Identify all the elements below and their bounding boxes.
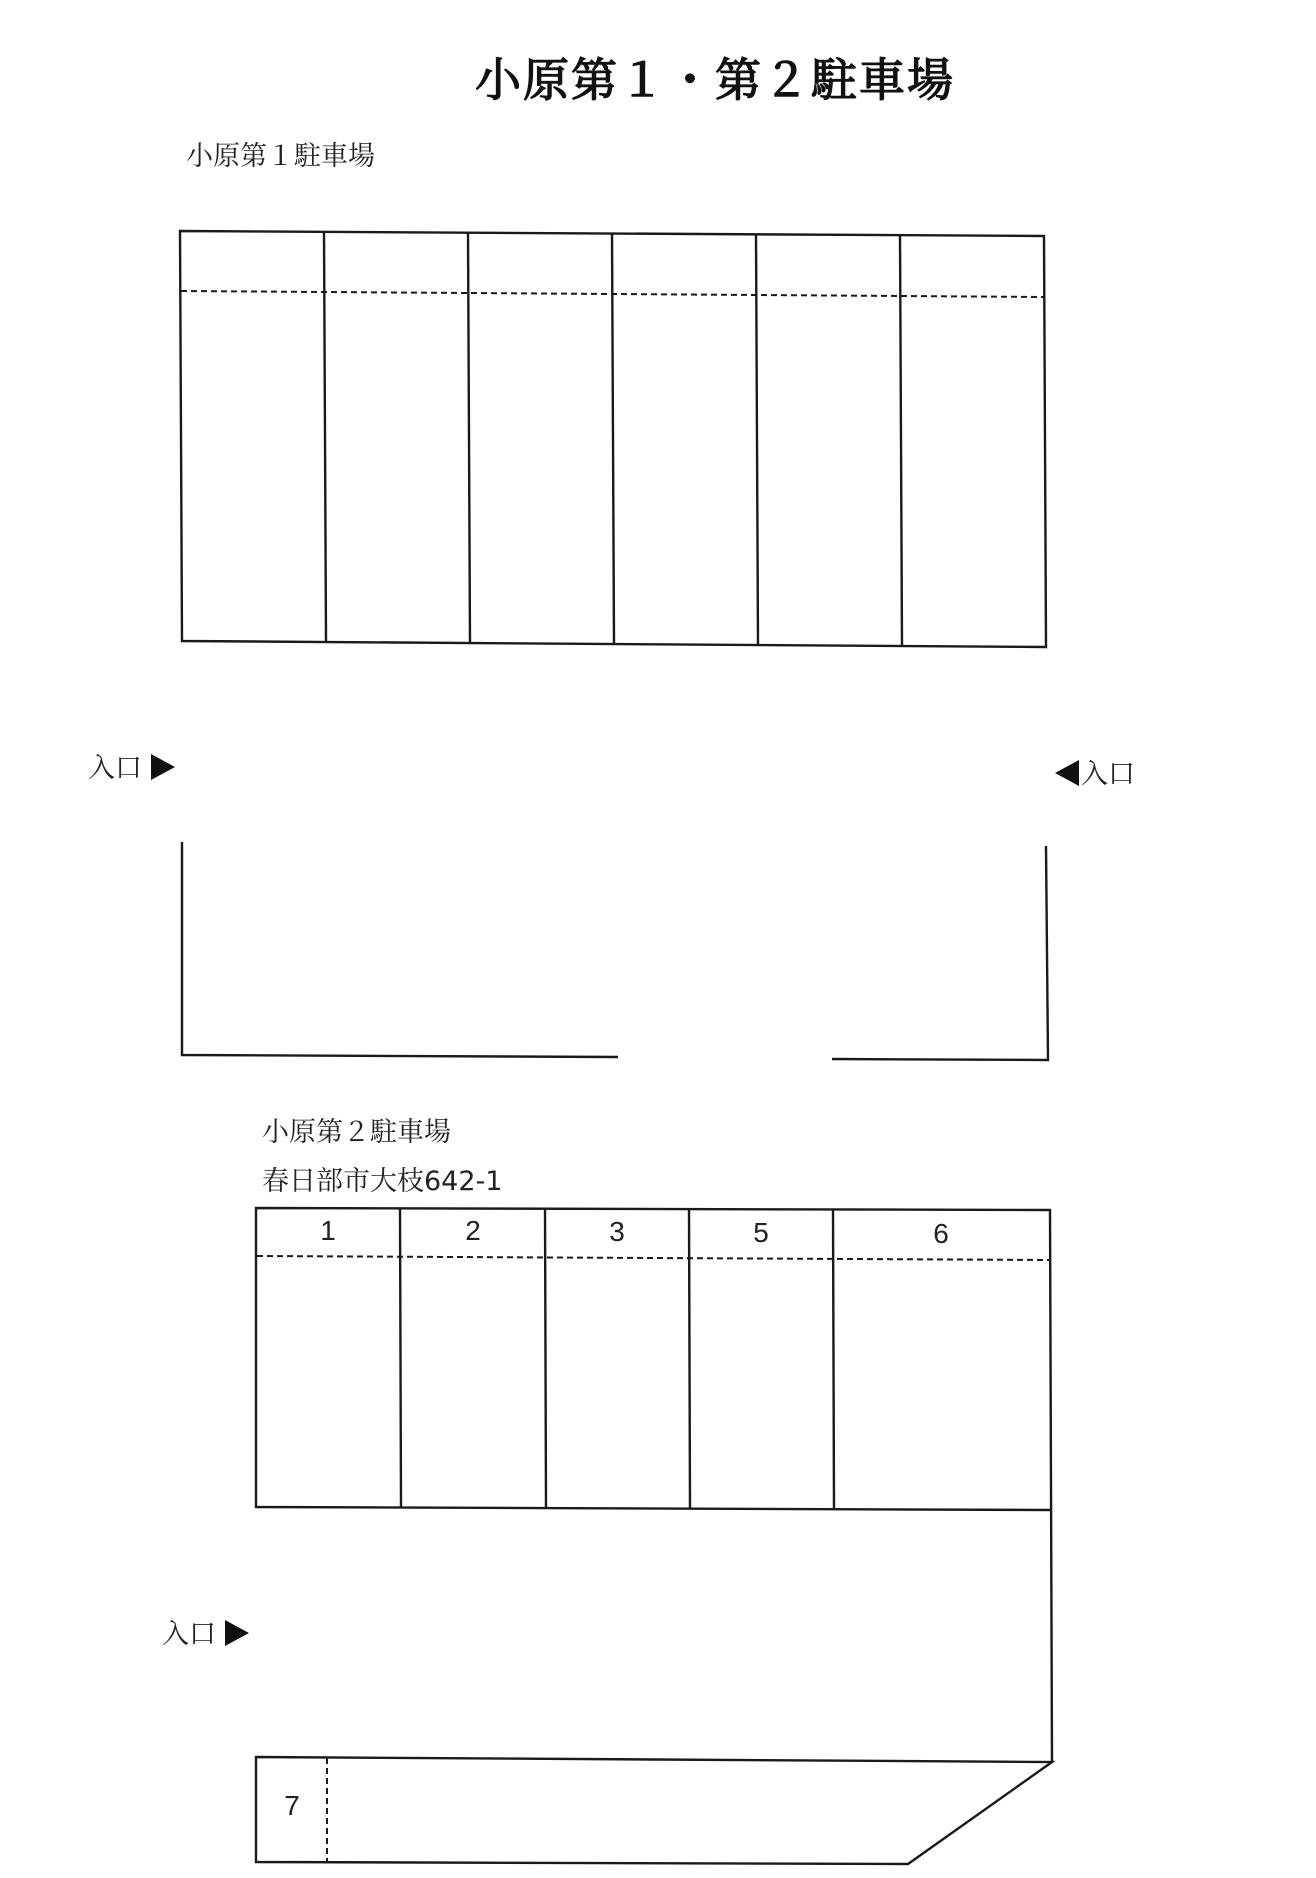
lot2-entrance [162,1619,249,1650]
lot1-entrance-left [88,753,175,784]
arrow-right-icon [225,1620,249,1646]
lot1-space-divider [324,232,326,642]
space-number: 7 [284,1790,300,1821]
lot1-space-divider [612,234,614,644]
arrow-right-icon [151,754,175,780]
entrance-label: 入口 [162,1619,216,1650]
lot1-grid [180,231,1046,647]
space-number: 3 [609,1216,625,1247]
lot1-entrance-right [1055,759,1135,790]
entrance-label: 入口 [1081,759,1135,790]
lot1-space-divider [468,233,470,643]
lot2-grid [256,1208,1052,1762]
entrance-label: 入口 [88,753,142,784]
lot2-space-divider [545,1208,546,1508]
lot2-dashed-line [257,1256,1050,1260]
space-number: 2 [465,1215,481,1246]
lot2-name: 小原第２駐車場 [262,1117,451,1148]
lot1-lower-wall-right [832,846,1048,1060]
space-number: 6 [933,1218,949,1249]
space-number: 5 [753,1217,769,1248]
lot2-space-divider [400,1208,401,1507]
arrow-left-icon [1055,760,1079,786]
lot1-lower-wall-left [182,842,618,1057]
bottom-space-outline [256,1757,1052,1864]
lot2-space-divider [689,1209,690,1508]
lot2-space-divider [833,1209,834,1509]
lot1-name: 小原第１駐車場 [186,141,375,172]
lot2-address: 春日部市大枝642-1 [262,1166,503,1197]
lot1-space-divider [756,235,758,645]
lot2-bottom-space [256,1757,1052,1864]
page-title: 小原第１・第２駐車場 [475,53,955,107]
space-number: 1 [320,1215,336,1246]
lot2-outline [256,1208,1052,1762]
